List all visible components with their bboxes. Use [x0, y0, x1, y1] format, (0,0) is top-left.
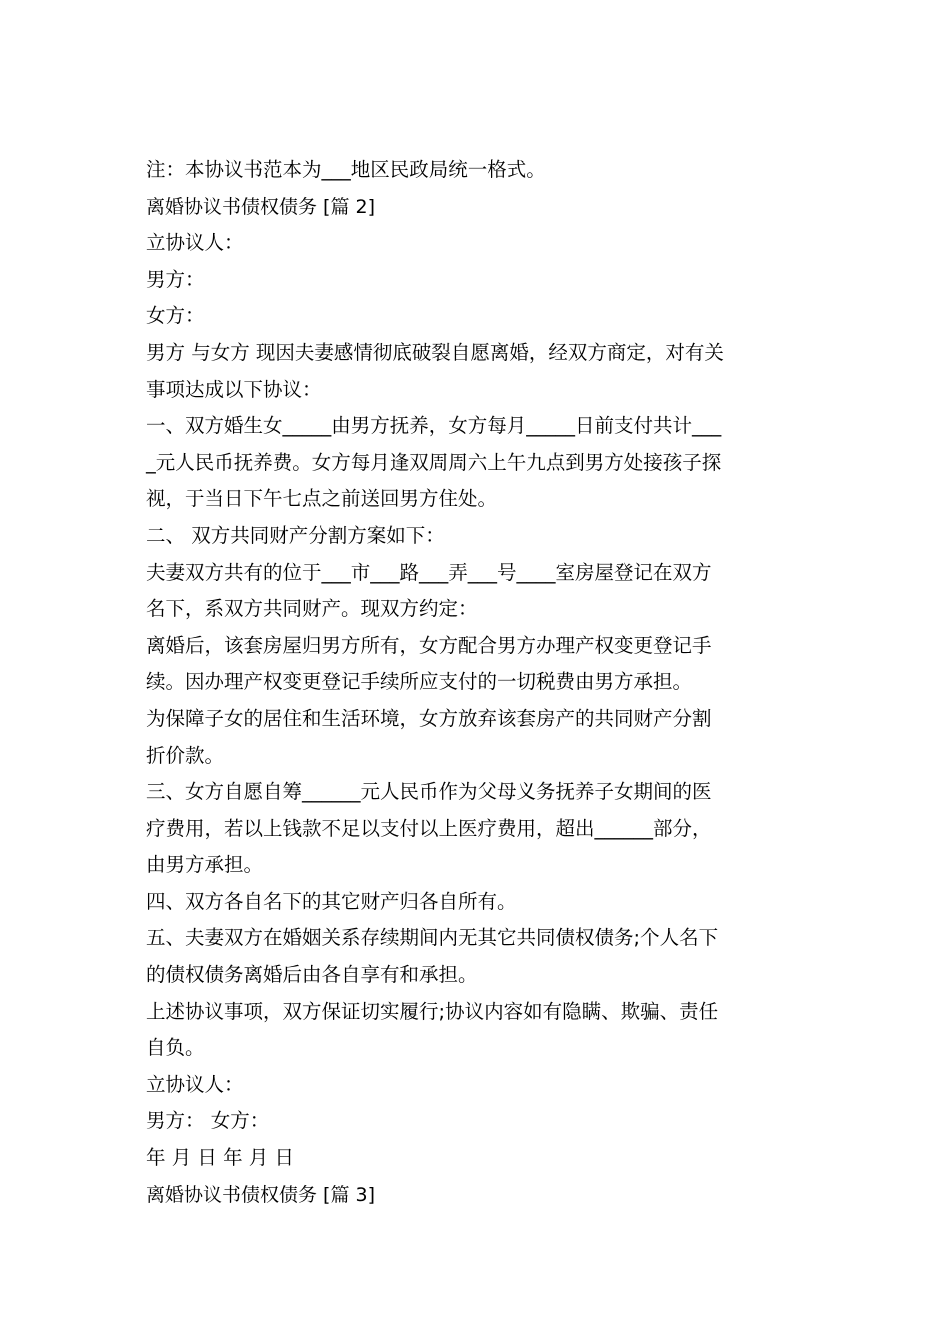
clause-2-line-6: 折价款。	[146, 743, 225, 767]
section-heading-3: 离婚协议书债权债务 [篇 3]	[146, 1183, 375, 1206]
signature-party-label: 立协议人：	[146, 1072, 244, 1096]
clause-2-line-4: 续。因办理产权变更登记手续所应支付的一切税费由男方承担。	[146, 670, 693, 694]
section-heading-2: 离婚协议书债权债务 [篇 2]	[146, 195, 375, 218]
clause-2-line-2: 名下，系双方共同财产。现双方约定：	[146, 597, 478, 621]
clause-2-line-1: 夫妻双方共有的位于___市___路___弄___号____室房屋登记在双方	[146, 560, 712, 584]
clause-2-line-5: 为保障子女的居住和生活环境，女方放弃该套房产的共同财产分割	[146, 706, 712, 730]
closing-line-2: 自负。	[146, 1036, 205, 1060]
clause-3-line-3: 由男方承担。	[146, 853, 264, 877]
clause-2-line-3: 离婚后，该套房屋归男方所有，女方配合男方办理产权变更登记手	[146, 633, 712, 657]
clause-2-heading: 二、 双方共同财产分割方案如下：	[146, 523, 445, 547]
signature-parties: 男方： 女方：	[146, 1109, 270, 1133]
clause-3-line-1: 三、女方自愿自筹______元人民币作为父母义务抚养子女期间的医	[146, 780, 712, 804]
male-party-label: 男方：	[146, 267, 205, 291]
closing-line-1: 上述协议事项，双方保证切实履行;协议内容如有隐瞒、欺骗、责任	[146, 999, 719, 1023]
intro-paragraph-line-1: 男方 与女方 现因夫妻感情彻底破裂自愿离婚，经双方商定，对有关	[146, 340, 724, 364]
intro-paragraph-line-2: 事项达成以下协议：	[146, 377, 322, 401]
clause-1-line-3: 视，于当日下午七点之前送回男方住处。	[146, 487, 498, 511]
clause-5-line-2: 的债权债务离婚后由各自享有和承担。	[146, 963, 478, 987]
clause-1-line-1: 一、双方婚生女_____由男方抚养，女方每月_____日前支付共计___	[146, 414, 722, 438]
clause-4-line-1: 四、双方各自名下的其它财产归各自所有。	[146, 889, 517, 913]
signature-dates: 年 月 日 年 月 日	[146, 1146, 294, 1170]
document-body	[146, 152, 808, 1213]
clause-5-line-1: 五、夫妻双方在婚姻关系存续期间内无其它共同债权债务;个人名下	[146, 926, 719, 950]
party-label: 立协议人：	[146, 231, 244, 255]
note-line: 注：本协议书范本为___地区民政局统一格式。	[146, 158, 546, 181]
female-party-label: 女方：	[146, 304, 205, 328]
clause-1-line-2: _元人民币抚养费。女方每月逢双周周六上午九点到男方处接孩子探	[146, 450, 722, 474]
clause-3-line-2: 疗费用，若以上钱款不足以支付以上医疗费用，超出______部分，	[146, 816, 712, 840]
